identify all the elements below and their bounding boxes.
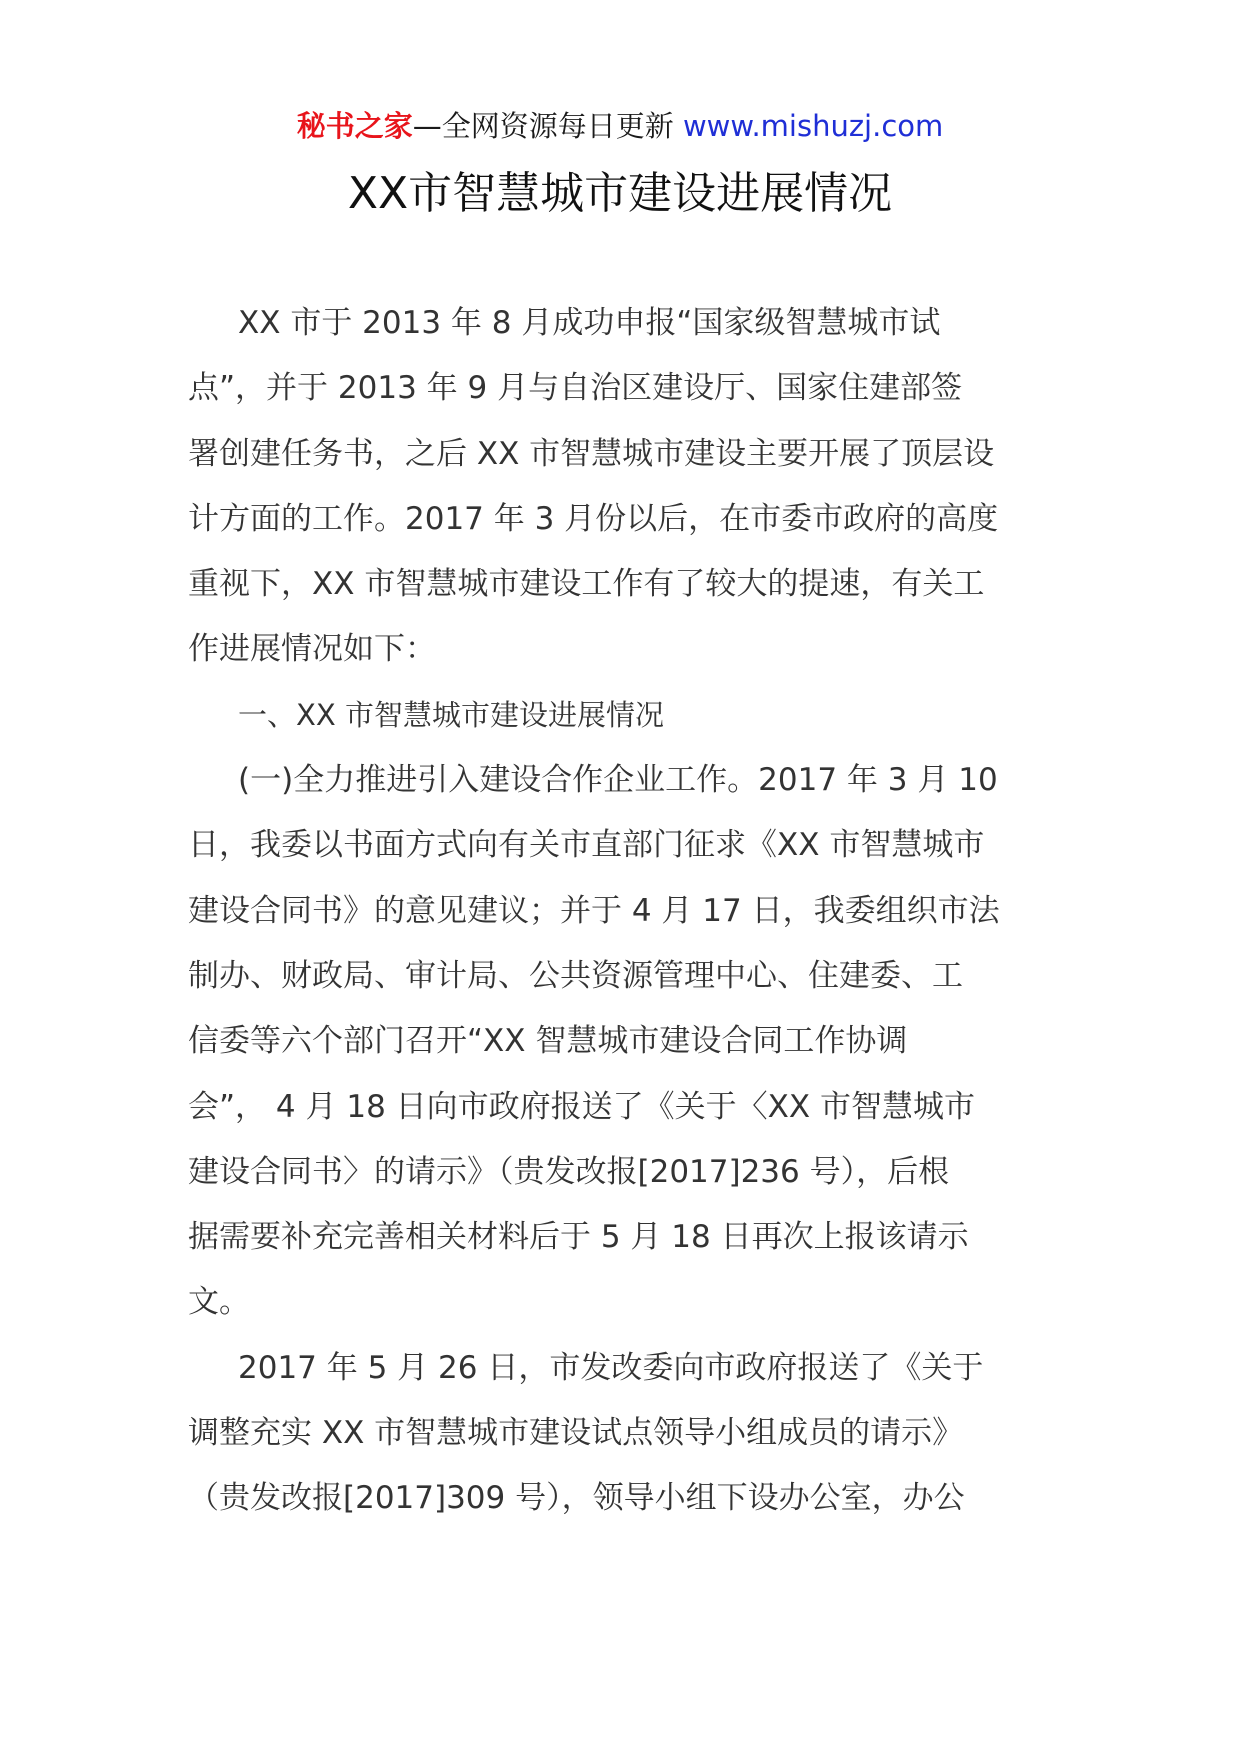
banner-tagline: —全网资源每日更新 [412,109,674,143]
paragraph-leadership-group [188,1336,1068,1532]
text-line: 日，我委以书面方式向有关市直部门征求《XX 市智慧城市 [188,827,985,864]
text-line: 文。 [188,1284,250,1321]
banner-url-link[interactable]: www.mishuzj.com [682,109,944,143]
text-line: 建设合同书〉的请示》（贵发改报[2017]236 号），后根 [188,1153,950,1190]
text-line: 据需要补充完善相关材料后于 5 月 18 日再次上报该请示 [188,1219,969,1256]
paragraph-intro [188,291,1068,683]
text-line: （贵发改报[2017]309 号），领导小组下设办公室，办公 [188,1480,965,1517]
text-line: 会”， 4 月 18 日向市政府报送了《关于〈XX 市智慧城市 [188,1088,975,1125]
paragraph-subsection-one [188,748,1068,1336]
section-heading [188,683,1068,748]
document-body [188,291,1068,1532]
text-line: 信委等六个部门召开“XX 智慧城市建设合同工作协调 [188,1023,908,1060]
text-line: 计方面的工作。2017 年 3 月份以后，在市委市政府的高度 [188,500,999,537]
text-line: 点”，并于 2013 年 9 月与自治区建设厅、国家住建部签 [188,370,963,407]
text-line: 调整充实 XX 市智慧城市建设试点领导小组成员的请示》 [188,1415,964,1452]
document-title: XX市智慧城市建设进展情况 [347,168,893,219]
text-line: 建设合同书》的意见建议；并于 4 月 17 日，我委组织市法 [188,892,1000,929]
banner-brand: 秘书之家 [296,109,413,143]
text-line: 重视下，XX 市智慧城市建设工作有了较大的提速，有关工 [188,566,985,603]
text-line: 作进展情况如下： [188,631,436,668]
text-line: 署创建任务书，之后 XX 市智慧城市建设主要开展了顶层设 [188,435,995,472]
text-line: 制办、财政局、审计局、公共资源管理中心、住建委、工 [188,957,963,994]
text-line: XX 市于 2013 年 8 月成功申报“国家级智慧城市试 [238,305,941,341]
text-line: (一)全力推进引入建设合作企业工作。2017 年 3 月 10 [238,762,998,799]
site-banner [0,104,1240,148]
text-line: 2017 年 5 月 26 日，市发改委向市政府报送了《关于 [238,1349,984,1386]
section-heading-text: 一、XX 市智慧城市建设进展情况 [238,697,664,732]
